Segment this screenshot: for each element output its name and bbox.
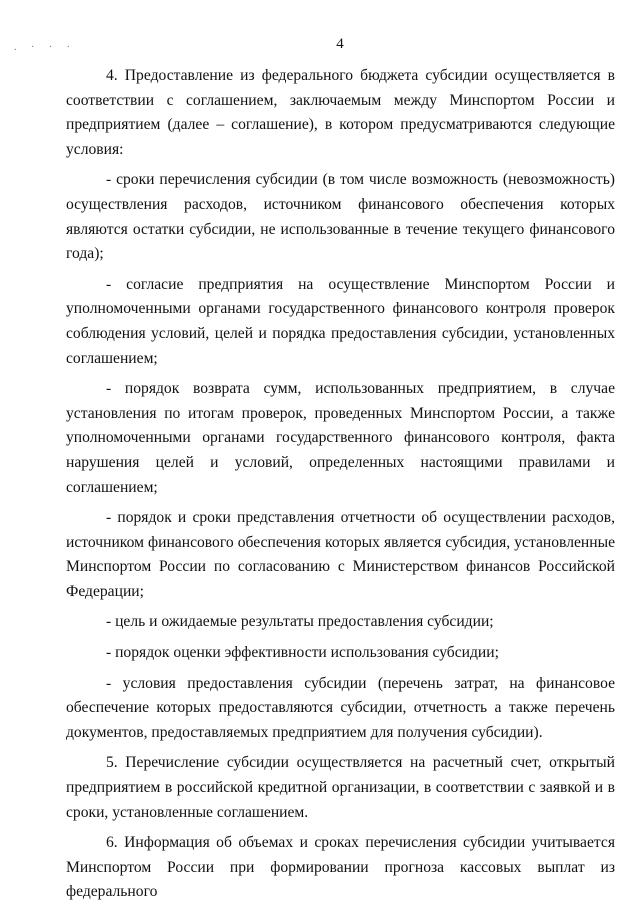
paragraph-item-5: 5. Перечисление субсидии осуществляется на расчетный счет, открытый предприятием в российской кредитной организации, в соответствии с заявкой и в сроки, установленные соглашением. bbox=[66, 754, 615, 821]
condition-refund-procedure: - порядок возврата сумм, использованных предприятием, в случае установления по итогам проверок, проведенных Минспортом России, а также уполномоченными органами государственного финансового контроля, факта нарушения целей и условий, определенных настоящими правилами и соглашением; bbox=[66, 380, 615, 496]
condition-efficiency-evaluation: - порядок оценки эффективности использования субсидии; bbox=[106, 644, 499, 662]
condition-goals: - цель и ожидаемые результаты предоставления субсидии; bbox=[106, 613, 494, 631]
condition-subsidy-terms: - условия предоставления субсидии (перечень затрат, на финансовое обеспечение которых предоставляются субсидии, отчетность а также перечень документов, предоставляемых предприятием для получения субсидии). bbox=[66, 674, 615, 741]
paragraph-item-4: 4. Предоставление из федерального бюджета субсидии осуществляется в соответствии с соглашением, заключаемым между Минспортом России и предприятием (далее – соглашение), в котором предусматриваются следующие условия: bbox=[66, 67, 615, 158]
condition-payment-terms: - сроки перечисления субсидии (в том числе возможность (невозможность) осуществления расходов, источником финансового обеспечения которых являются остатки субсидии, не использованные в течение текущего финансового года); bbox=[66, 171, 615, 263]
document-body bbox=[66, 64, 615, 911]
page-number: 4 bbox=[336, 36, 344, 52]
paragraph-item-6: 6. Информация об объемах и сроках перечисления субсидии учитывается Минспортом России при формировании прогноза кассовых выплат из федерального bbox=[66, 834, 615, 901]
condition-reporting: - порядок и сроки представления отчетности об осуществлении расходов, источником финансового обеспечения которых является субсидия, установленные Минспортом России по согласованию с Министерством финансов Российской Федерации; bbox=[66, 509, 615, 600]
condition-inspection-consent: - согласие предприятия на осуществление Минспортом России и уполномоченными органами государственного финансового контроля проверок соблюдения условий, целей и порядка предоставления субсидии, установленных соглашением; bbox=[66, 275, 615, 367]
scan-artifact-marks: . · · · bbox=[14, 42, 76, 53]
